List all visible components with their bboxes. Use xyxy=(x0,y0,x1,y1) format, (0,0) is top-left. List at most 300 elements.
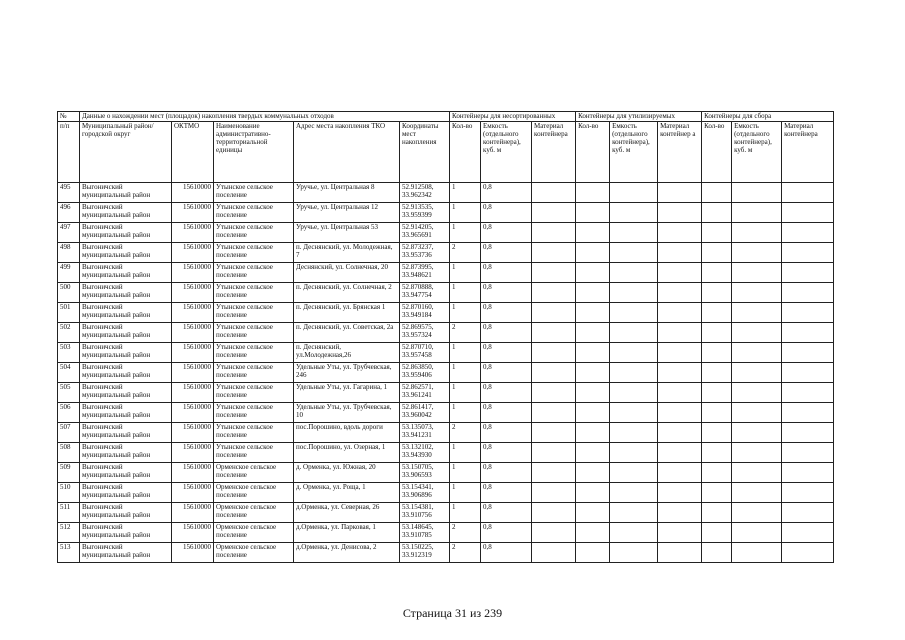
table-row xyxy=(58,483,834,503)
row-empty-cell xyxy=(532,343,576,363)
row-empty-cell xyxy=(658,543,702,563)
header-group-unsorted: Контейнеры для несортированных xyxy=(450,112,576,122)
row-coords: 53.132102, 33.943930 xyxy=(400,443,450,463)
header-capacity-recycle: Емкость (отдельного контейнера), куб. м xyxy=(610,122,658,183)
row-settlement: Утынское сельское поселение xyxy=(214,263,294,283)
row-settlement: Утынское сельское поселение xyxy=(214,283,294,303)
row-district: Выгоничский муниципальный район xyxy=(80,283,172,303)
row-settlement: Утынское сельское поселение xyxy=(214,323,294,343)
header-capacity: Емкость (отдельного контейнера), куб. м xyxy=(481,122,532,183)
row-empty-cell xyxy=(732,483,782,503)
row-coords: 53.154381, 33.910756 xyxy=(400,503,450,523)
row-capacity: 0,8 xyxy=(481,463,532,483)
row-empty-cell xyxy=(576,483,610,503)
row-address: Удельные Уты, ул. Трубчевская, 10 xyxy=(294,403,400,423)
row-qty: 1 xyxy=(450,503,481,523)
row-empty-cell xyxy=(658,483,702,503)
row-empty-cell xyxy=(576,323,610,343)
row-empty-cell xyxy=(610,363,658,383)
row-oktmo: 15610000 xyxy=(172,203,214,223)
row-empty-cell xyxy=(782,383,834,403)
row-settlement: Утынское сельское поселение xyxy=(214,443,294,463)
table-row xyxy=(58,443,834,463)
row-coords: 53.150225, 33.912319 xyxy=(400,543,450,563)
row-empty-cell xyxy=(576,403,610,423)
row-oktmo: 15610000 xyxy=(172,383,214,403)
row-empty-cell xyxy=(576,363,610,383)
row-district: Выгоничский муниципальный район xyxy=(80,303,172,323)
row-oktmo: 15610000 xyxy=(172,503,214,523)
row-empty-cell xyxy=(702,423,732,443)
row-coords: 53.148645, 33.910785 xyxy=(400,523,450,543)
row-capacity: 0,8 xyxy=(481,343,532,363)
row-empty-cell xyxy=(610,183,658,203)
table-row xyxy=(58,323,834,343)
row-empty-cell xyxy=(610,283,658,303)
row-district: Выгоничский муниципальный район xyxy=(80,203,172,223)
row-settlement: Утынское сельское поселение xyxy=(214,203,294,223)
row-qty: 2 xyxy=(450,523,481,543)
row-oktmo: 15610000 xyxy=(172,183,214,203)
row-empty-cell xyxy=(576,183,610,203)
row-empty-cell xyxy=(658,323,702,343)
table-row xyxy=(58,283,834,303)
row-empty-cell xyxy=(576,503,610,523)
row-empty-cell xyxy=(532,203,576,223)
table-body xyxy=(58,183,834,563)
table-row xyxy=(58,423,834,443)
row-oktmo: 15610000 xyxy=(172,443,214,463)
table-row xyxy=(58,503,834,523)
row-empty-cell xyxy=(610,523,658,543)
row-empty-cell xyxy=(576,423,610,443)
row-empty-cell xyxy=(610,263,658,283)
row-oktmo: 15610000 xyxy=(172,303,214,323)
row-coords: 52.869575, 33.957324 xyxy=(400,323,450,343)
row-qty: 1 xyxy=(450,363,481,383)
row-coords: 53.150705, 33.906593 xyxy=(400,463,450,483)
row-qty: 1 xyxy=(450,463,481,483)
header-material: Материал контейнера xyxy=(532,122,576,183)
row-empty-cell xyxy=(732,223,782,243)
table-row xyxy=(58,403,834,423)
row-coords: 52.870888, 33.947754 xyxy=(400,283,450,303)
header-group-recycle: Контейнеры для утилизируемых xyxy=(576,112,702,122)
row-oktmo: 15610000 xyxy=(172,523,214,543)
row-empty-cell xyxy=(782,503,834,523)
row-empty-cell xyxy=(610,303,658,323)
row-capacity: 0,8 xyxy=(481,523,532,543)
row-empty-cell xyxy=(702,403,732,423)
row-empty-cell xyxy=(732,363,782,383)
row-empty-cell xyxy=(782,363,834,383)
row-empty-cell xyxy=(782,243,834,263)
row-capacity: 0,8 xyxy=(481,183,532,203)
row-address: пос.Порошино, ул. Озерная, 1 xyxy=(294,443,400,463)
row-empty-cell xyxy=(782,263,834,283)
row-district: Выгоничский муниципальный район xyxy=(80,423,172,443)
row-empty-cell xyxy=(576,283,610,303)
row-coords: 52.913535, 33.959399 xyxy=(400,203,450,223)
table-row xyxy=(58,303,834,323)
row-oktmo: 15610000 xyxy=(172,363,214,383)
row-empty-cell xyxy=(658,283,702,303)
row-coords: 52.861417, 33.960042 xyxy=(400,403,450,423)
row-settlement: Утынское сельское поселение xyxy=(214,383,294,403)
row-number: 500 xyxy=(58,283,80,303)
row-capacity: 0,8 xyxy=(481,483,532,503)
header-row-columns xyxy=(58,122,834,183)
row-number: 510 xyxy=(58,483,80,503)
row-empty-cell xyxy=(702,363,732,383)
row-empty-cell xyxy=(702,343,732,363)
row-empty-cell xyxy=(702,203,732,223)
table-row xyxy=(58,223,834,243)
row-number: 496 xyxy=(58,203,80,223)
row-qty: 1 xyxy=(450,263,481,283)
row-empty-cell xyxy=(732,303,782,323)
row-empty-cell xyxy=(732,423,782,443)
header-municipality: Муниципальный район/городской округ xyxy=(80,122,172,183)
row-oktmo: 15610000 xyxy=(172,483,214,503)
row-empty-cell xyxy=(732,263,782,283)
row-address: п. Деснянский, ул.Молодежная,26 xyxy=(294,343,400,363)
row-address: п. Деснянский, ул. Солнечная, 2 xyxy=(294,283,400,303)
row-capacity: 0,8 xyxy=(481,543,532,563)
row-empty-cell xyxy=(532,183,576,203)
row-capacity: 0,8 xyxy=(481,223,532,243)
row-empty-cell xyxy=(658,223,702,243)
row-capacity: 0,8 xyxy=(481,283,532,303)
row-empty-cell xyxy=(782,283,834,303)
row-address: п. Деснянский, ул. Советская, 2а xyxy=(294,323,400,343)
row-empty-cell xyxy=(532,263,576,283)
row-settlement: Орменское сельское поселение xyxy=(214,543,294,563)
row-district: Выгоничский муниципальный район xyxy=(80,363,172,383)
row-settlement: Утынское сельское поселение xyxy=(214,243,294,263)
row-empty-cell xyxy=(610,423,658,443)
row-empty-cell xyxy=(532,283,576,303)
row-district: Выгоничский муниципальный район xyxy=(80,183,172,203)
row-settlement: Утынское сельское поселение xyxy=(214,183,294,203)
row-coords: 52.873995, 33.948621 xyxy=(400,263,450,283)
row-district: Выгоничский муниципальный район xyxy=(80,483,172,503)
row-number: 505 xyxy=(58,383,80,403)
row-number: 502 xyxy=(58,323,80,343)
row-empty-cell xyxy=(610,483,658,503)
row-number: 498 xyxy=(58,243,80,263)
row-coords: 52.862571, 33.961241 xyxy=(400,383,450,403)
row-empty-cell xyxy=(702,503,732,523)
row-empty-cell xyxy=(782,343,834,363)
row-qty: 1 xyxy=(450,203,481,223)
row-settlement: Утынское сельское поселение xyxy=(214,423,294,443)
row-district: Выгоничский муниципальный район xyxy=(80,503,172,523)
row-empty-cell xyxy=(702,443,732,463)
row-empty-cell xyxy=(658,523,702,543)
row-empty-cell xyxy=(658,343,702,363)
header-row-groups xyxy=(58,112,834,122)
row-empty-cell xyxy=(732,443,782,463)
row-empty-cell xyxy=(658,263,702,283)
table-row xyxy=(58,463,834,483)
row-number: 507 xyxy=(58,423,80,443)
row-empty-cell xyxy=(610,463,658,483)
row-qty: 1 xyxy=(450,443,481,463)
row-empty-cell xyxy=(658,443,702,463)
table-row xyxy=(58,263,834,283)
row-empty-cell xyxy=(732,183,782,203)
row-empty-cell xyxy=(610,343,658,363)
header-oktmo: ОКТМО xyxy=(172,122,214,183)
row-empty-cell xyxy=(576,463,610,483)
row-district: Выгоничский муниципальный район xyxy=(80,323,172,343)
table-row xyxy=(58,363,834,383)
row-empty-cell xyxy=(702,263,732,283)
row-capacity: 0,8 xyxy=(481,263,532,283)
row-empty-cell xyxy=(702,483,732,503)
row-empty-cell xyxy=(658,203,702,223)
row-district: Выгоничский муниципальный район xyxy=(80,223,172,243)
row-capacity: 0,8 xyxy=(481,243,532,263)
row-oktmo: 15610000 xyxy=(172,323,214,343)
row-district: Выгоничский муниципальный район xyxy=(80,443,172,463)
row-empty-cell xyxy=(576,343,610,363)
row-number: 513 xyxy=(58,543,80,563)
row-qty: 1 xyxy=(450,383,481,403)
row-empty-cell xyxy=(658,403,702,423)
header-qty-collect: Кол-во xyxy=(702,122,732,183)
row-empty-cell xyxy=(610,203,658,223)
row-empty-cell xyxy=(782,443,834,463)
row-empty-cell xyxy=(576,243,610,263)
row-capacity: 0,8 xyxy=(481,503,532,523)
row-capacity: 0,8 xyxy=(481,443,532,463)
row-oktmo: 15610000 xyxy=(172,403,214,423)
row-coords: 52.873237, 33.953736 xyxy=(400,243,450,263)
row-empty-cell xyxy=(576,203,610,223)
row-number: 495 xyxy=(58,183,80,203)
row-empty-cell xyxy=(610,443,658,463)
row-capacity: 0,8 xyxy=(481,323,532,343)
row-empty-cell xyxy=(732,503,782,523)
row-qty: 2 xyxy=(450,543,481,563)
row-qty: 1 xyxy=(450,343,481,363)
row-address: п. Деснянский, ул. Брянская 1 xyxy=(294,303,400,323)
header-capacity-collect: Емкость (отдельного контейнера), куб. м xyxy=(732,122,782,183)
row-coords: 52.870160, 33.949184 xyxy=(400,303,450,323)
page-counter: Страница 31 из 239 xyxy=(402,606,503,620)
row-empty-cell xyxy=(732,403,782,423)
row-empty-cell xyxy=(576,223,610,243)
row-capacity: 0,8 xyxy=(481,403,532,423)
table-row xyxy=(58,203,834,223)
row-empty-cell xyxy=(702,543,732,563)
row-address: Уручье, ул. Центральная 12 xyxy=(294,203,400,223)
row-empty-cell xyxy=(782,203,834,223)
row-empty-cell xyxy=(532,403,576,423)
row-settlement: Орменское сельское поселение xyxy=(214,503,294,523)
header-material-recycle: Материал контейнер а xyxy=(658,122,702,183)
row-empty-cell xyxy=(576,543,610,563)
row-empty-cell xyxy=(702,303,732,323)
row-empty-cell xyxy=(702,243,732,263)
table-row xyxy=(58,243,834,263)
waste-sites-table xyxy=(57,111,834,563)
row-empty-cell xyxy=(576,383,610,403)
row-empty-cell xyxy=(702,383,732,403)
row-address: п. Деснянский, ул. Молодежная, 7 xyxy=(294,243,400,263)
row-district: Выгоничский муниципальный район xyxy=(80,243,172,263)
row-capacity: 0,8 xyxy=(481,303,532,323)
header-num: № xyxy=(58,112,80,122)
row-empty-cell xyxy=(732,283,782,303)
row-empty-cell xyxy=(658,243,702,263)
row-qty: 1 xyxy=(450,403,481,423)
row-empty-cell xyxy=(658,363,702,383)
table-row xyxy=(58,343,834,363)
row-number: 512 xyxy=(58,523,80,543)
row-settlement: Орменское сельское поселение xyxy=(214,523,294,543)
row-settlement: Утынское сельское поселение xyxy=(214,223,294,243)
row-oktmo: 15610000 xyxy=(172,423,214,443)
row-empty-cell xyxy=(782,423,834,443)
row-coords: 53.135073, 33.941231 xyxy=(400,423,450,443)
row-empty-cell xyxy=(532,463,576,483)
row-qty: 2 xyxy=(450,323,481,343)
row-address: Деснянский, ул. Солнечная, 20 xyxy=(294,263,400,283)
header-material-collect: Материал контейнера xyxy=(782,122,834,183)
row-empty-cell xyxy=(658,303,702,323)
row-empty-cell xyxy=(658,503,702,523)
row-qty: 1 xyxy=(450,223,481,243)
row-empty-cell xyxy=(532,363,576,383)
row-empty-cell xyxy=(702,523,732,543)
row-coords: 52.863850, 33.959406 xyxy=(400,363,450,383)
row-empty-cell xyxy=(532,303,576,323)
row-district: Выгоничский муниципальный район xyxy=(80,523,172,543)
row-empty-cell xyxy=(782,483,834,503)
table-row xyxy=(58,523,834,543)
row-number: 509 xyxy=(58,463,80,483)
row-empty-cell xyxy=(782,543,834,563)
row-settlement: Утынское сельское поселение xyxy=(214,303,294,323)
row-settlement: Утынское сельское поселение xyxy=(214,363,294,383)
header-qty-recycle: Кол-во xyxy=(576,122,610,183)
row-oktmo: 15610000 xyxy=(172,343,214,363)
row-empty-cell xyxy=(782,463,834,483)
row-address: д. Орменка, ул. Южная, 20 xyxy=(294,463,400,483)
row-empty-cell xyxy=(532,243,576,263)
header-admin-unit: Наименование административно-территориальной единицы xyxy=(214,122,294,183)
row-coords: 53.154341, 33.906896 xyxy=(400,483,450,503)
row-address: Уручье, ул. Центральная 8 xyxy=(294,183,400,203)
row-empty-cell xyxy=(782,523,834,543)
row-settlement: Орменское сельское поселение xyxy=(214,483,294,503)
row-district: Выгоничский муниципальный район xyxy=(80,383,172,403)
header-coords: Координаты мест накопления xyxy=(400,122,450,183)
row-empty-cell xyxy=(658,383,702,403)
row-empty-cell xyxy=(532,483,576,503)
row-empty-cell xyxy=(702,183,732,203)
row-address: пос.Порошино, вдоль дороги xyxy=(294,423,400,443)
row-empty-cell xyxy=(732,523,782,543)
row-empty-cell xyxy=(532,543,576,563)
row-empty-cell xyxy=(702,283,732,303)
row-empty-cell xyxy=(782,183,834,203)
row-settlement: Орменское сельское поселение xyxy=(214,463,294,483)
row-empty-cell xyxy=(532,223,576,243)
row-empty-cell xyxy=(610,223,658,243)
row-number: 499 xyxy=(58,263,80,283)
row-empty-cell xyxy=(732,343,782,363)
row-empty-cell xyxy=(732,203,782,223)
row-address: д.Орменка, ул. Северная, 26 xyxy=(294,503,400,523)
row-empty-cell xyxy=(610,503,658,523)
row-empty-cell xyxy=(532,503,576,523)
row-district: Выгоничский муниципальный район xyxy=(80,463,172,483)
table-row xyxy=(58,183,834,203)
row-empty-cell xyxy=(658,183,702,203)
row-oktmo: 15610000 xyxy=(172,543,214,563)
row-number: 501 xyxy=(58,303,80,323)
row-qty: 2 xyxy=(450,243,481,263)
row-district: Выгоничский муниципальный район xyxy=(80,263,172,283)
row-number: 503 xyxy=(58,343,80,363)
row-address: д.Орменка, ул. Парковая, 1 xyxy=(294,523,400,543)
row-empty-cell xyxy=(610,243,658,263)
row-district: Выгоничский муниципальный район xyxy=(80,343,172,363)
row-empty-cell xyxy=(532,423,576,443)
row-empty-cell xyxy=(732,383,782,403)
row-coords: 52.912508, 33.962342 xyxy=(400,183,450,203)
row-empty-cell xyxy=(610,323,658,343)
row-empty-cell xyxy=(782,403,834,423)
row-empty-cell xyxy=(576,443,610,463)
row-number: 504 xyxy=(58,363,80,383)
row-capacity: 0,8 xyxy=(481,203,532,223)
row-oktmo: 15610000 xyxy=(172,223,214,243)
row-qty: 1 xyxy=(450,283,481,303)
row-empty-cell xyxy=(732,243,782,263)
row-oktmo: 15610000 xyxy=(172,263,214,283)
row-empty-cell xyxy=(782,323,834,343)
row-empty-cell xyxy=(658,423,702,443)
row-empty-cell xyxy=(702,323,732,343)
row-oktmo: 15610000 xyxy=(172,283,214,303)
row-district: Выгоничский муниципальный район xyxy=(80,403,172,423)
row-settlement: Утынское сельское поселение xyxy=(214,343,294,363)
row-empty-cell xyxy=(732,323,782,343)
row-address: Удельные Уты, ул. Гагарина, 1 xyxy=(294,383,400,403)
row-number: 497 xyxy=(58,223,80,243)
row-capacity: 0,8 xyxy=(481,423,532,443)
row-empty-cell xyxy=(782,223,834,243)
row-qty: 1 xyxy=(450,183,481,203)
row-settlement: Утынское сельское поселение xyxy=(214,403,294,423)
row-empty-cell xyxy=(576,523,610,543)
header-address: Адрес места накопления ТКО xyxy=(294,122,400,183)
row-address: Удельные Уты, ул. Трубчевская, 246 xyxy=(294,363,400,383)
row-oktmo: 15610000 xyxy=(172,243,214,263)
row-empty-cell xyxy=(702,223,732,243)
header-group-collect: Контейнеры для сбора xyxy=(702,112,834,122)
row-empty-cell xyxy=(732,463,782,483)
row-number: 506 xyxy=(58,403,80,423)
row-coords: 52.914205, 33.965691 xyxy=(400,223,450,243)
row-qty: 1 xyxy=(450,303,481,323)
header-qty: Кол-во xyxy=(450,122,481,183)
